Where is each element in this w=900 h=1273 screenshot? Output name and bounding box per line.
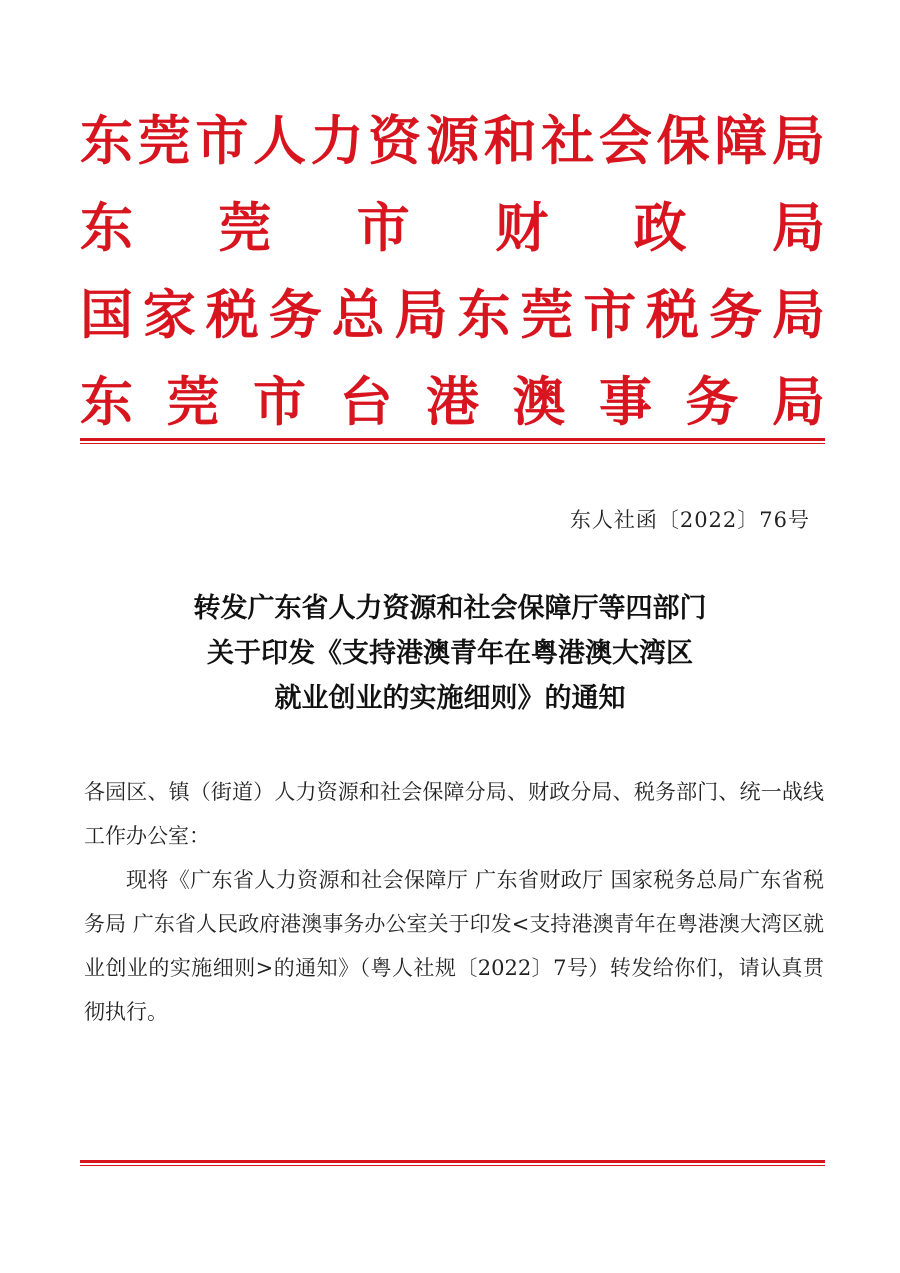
agency-char: 东 (80, 111, 133, 172)
agency-char: 务 (709, 285, 763, 346)
agency-char: 局 (771, 285, 825, 346)
agency-char: 局 (772, 372, 825, 433)
agency-char: 港 (426, 372, 479, 433)
agency-char: 局 (394, 285, 448, 346)
agency-char: 莞 (137, 111, 191, 172)
agency-char: 障 (714, 111, 768, 172)
footer-rule-thin (80, 1165, 825, 1166)
agency-line-3 (80, 272, 825, 359)
document-number: 东人社函〔2022〕76号 (569, 508, 810, 532)
agency-char: 局 (771, 111, 825, 172)
agency-char: 东 (80, 198, 133, 259)
header-red-rule (80, 438, 825, 443)
agency-char: 东 (457, 285, 511, 346)
agency-char: 税 (646, 285, 700, 346)
agency-char: 台 (339, 372, 393, 433)
agency-char: 家 (142, 285, 196, 346)
agency-char: 总 (331, 285, 385, 346)
issuing-agencies-header (80, 98, 825, 446)
agency-char: 和 (483, 111, 537, 172)
agency-line-2 (80, 185, 825, 272)
footer-rule-thick (80, 1160, 825, 1163)
agency-char: 源 (425, 111, 479, 172)
agency-char: 力 (310, 111, 364, 172)
document-title (60, 586, 840, 721)
agency-char: 资 (368, 111, 422, 172)
agency-line-4 (80, 359, 825, 446)
title-line-3: 就业创业的实施细则》的通知 (274, 683, 626, 714)
agency-char: 务 (268, 285, 322, 346)
agency-char: 市 (583, 285, 637, 346)
agency-char: 务 (685, 372, 739, 433)
agency-char: 澳 (512, 372, 566, 433)
document-body (84, 770, 824, 1034)
agency-char: 财 (495, 198, 549, 259)
header-rule-thin (80, 443, 825, 444)
agency-line-1 (80, 98, 825, 185)
agency-char: 东 (80, 372, 133, 433)
agency-char: 会 (598, 111, 652, 172)
agency-char: 莞 (166, 372, 220, 433)
agency-char: 市 (195, 111, 249, 172)
agency-char: 税 (205, 285, 259, 346)
agency-char: 事 (599, 372, 652, 433)
agency-char: 市 (253, 372, 306, 433)
agency-char: 保 (656, 111, 710, 172)
agency-char: 莞 (520, 285, 574, 346)
agency-char: 社 (541, 111, 595, 172)
header-rule-thick (80, 438, 825, 441)
footer-red-rule (80, 1160, 825, 1166)
title-line-2: 关于印发《支持港澳青年在粤港澳大湾区 (207, 638, 693, 669)
agency-char: 莞 (218, 198, 272, 259)
agency-char: 国 (80, 285, 133, 346)
addressee: 各园区、镇（街道）人力资源和社会保障分局、财政分局、税务部门、统一战线工作办公室： (84, 780, 824, 848)
title-line-1: 转发广东省人力资源和社会保障厅等四部门 (193, 593, 707, 624)
agency-char: 局 (771, 198, 825, 259)
agency-char: 市 (356, 198, 410, 259)
body-paragraph: 现将《广东省人力资源和社会保障厅 广东省财政厅 国家税务总局广东省税务局 广东省人民政府港澳事务办公室关于印发<支持港澳青年在粤港澳大湾区就业创业的实施细则>的通知》（粤人社规〔2022〕7号）转发给你们，请认真贯彻执行。 (84, 868, 824, 1024)
agency-char: 人 (252, 111, 306, 172)
agency-char: 政 (633, 198, 687, 259)
